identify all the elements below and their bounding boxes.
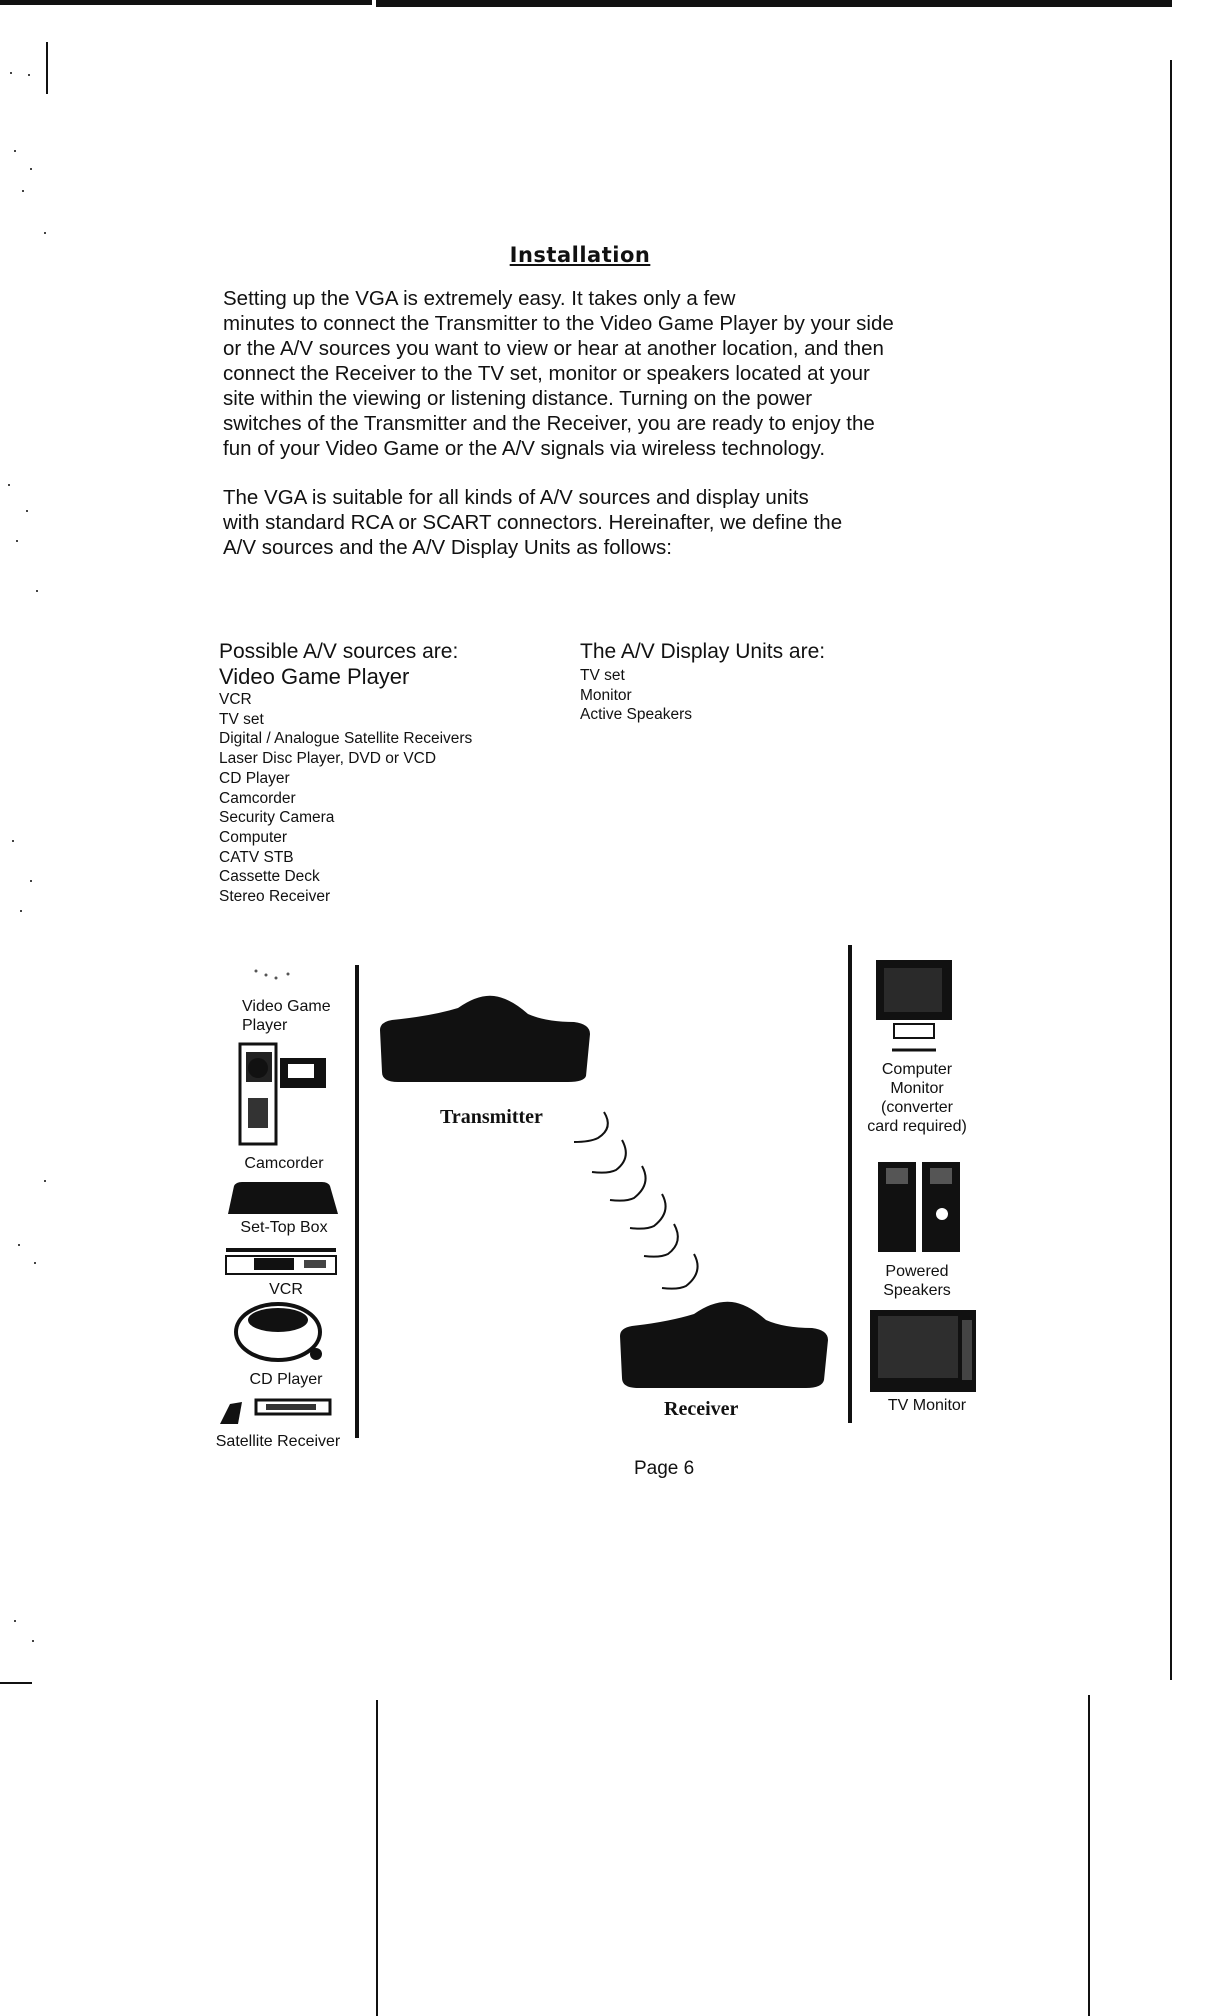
source-item: Digital / Analogue Satellite Receivers	[219, 730, 473, 748]
intro-paragraph	[223, 286, 1013, 461]
source-item: Cassette Deck	[219, 868, 320, 886]
displays-list	[580, 640, 825, 725]
source-item: CATV STB	[219, 848, 294, 866]
camcorder-icon	[236, 1038, 332, 1148]
left-divider	[355, 965, 359, 1438]
source-item: Computer	[219, 828, 288, 846]
page-number: Page 6	[634, 1458, 695, 1479]
source-item: Camcorder	[219, 789, 296, 807]
label-vcr: VCR	[269, 1281, 303, 1298]
powered-speakers-icon	[876, 1160, 962, 1254]
signal-waves-icon	[564, 1100, 714, 1300]
computer-monitor-icon	[874, 958, 954, 1058]
satellite-receiver-icon	[216, 1394, 336, 1428]
receiver-icon	[618, 1300, 830, 1390]
label-powered-speakers: Powered Speakers	[883, 1263, 951, 1299]
display-item: Active Speakers	[580, 706, 692, 724]
cd-player-icon	[230, 1294, 330, 1364]
source-item: Stereo Receiver	[219, 888, 331, 906]
top-border-left	[0, 0, 372, 5]
source-item: VCR	[219, 691, 252, 708]
label-set-top-box: Set-Top Box	[240, 1219, 328, 1236]
transmitter-icon	[378, 994, 592, 1084]
transmitter-label: Transmitter	[440, 1106, 543, 1128]
set-top-box-icon	[222, 1180, 340, 1216]
tv-monitor-icon	[868, 1308, 978, 1396]
label-computer-monitor: Computer Monitor (converter card required)	[867, 1061, 967, 1135]
intro-line: connect the Receiver to the TV set, monitor or speakers located at your	[223, 362, 870, 385]
intro-line: or the A/V sources you want to view or hear at another location, and then	[223, 337, 884, 360]
intro-line: minutes to connect the Transmitter to the Video Game Player by your side	[223, 312, 894, 335]
suitability-line: with standard RCA or SCART connectors. Hereinafter, we define the	[223, 511, 843, 534]
display-item: Monitor	[580, 686, 632, 704]
label-cd-player: CD Player	[249, 1371, 323, 1388]
sources-list	[219, 640, 472, 907]
displays-heading: The A/V Display Units are:	[580, 640, 826, 663]
suitability-paragraph	[223, 485, 1013, 560]
game-player-icon	[248, 965, 298, 989]
intro-line: switches of the Transmitter and the Receiver, you are ready to enjoy the	[223, 412, 875, 435]
label-tv-monitor: TV Monitor	[887, 1397, 967, 1414]
suitability-line: The VGA is suitable for all kinds of A/V sources and display units	[223, 486, 809, 509]
intro-line: fun of your Video Game or the A/V signals via wireless technology.	[223, 437, 826, 460]
right-margin-line	[1170, 60, 1172, 1680]
right-divider	[848, 945, 852, 1423]
source-item: Laser Disc Player, DVD or VCD	[219, 750, 437, 768]
intro-line: site within the viewing or listening distance. Turning on the power	[223, 387, 813, 410]
lower-rule-left	[376, 1700, 378, 2016]
label-satellite-receiver: Satellite Receiver	[215, 1433, 341, 1450]
source-item: TV set	[219, 710, 264, 728]
page-title: Installation	[509, 243, 651, 267]
sources-first-item: Video Game Player	[219, 664, 410, 689]
source-item: Security Camera	[219, 809, 335, 827]
source-item: CD Player	[219, 769, 290, 787]
vcr-icon	[224, 1246, 338, 1278]
label-video-game: Video Game Player	[242, 998, 331, 1034]
intro-line: Setting up the VGA is extremely easy. It takes only a few	[223, 287, 736, 310]
label-camcorder: Camcorder	[244, 1155, 324, 1172]
suitability-line: A/V sources and the A/V Display Units as follows:	[223, 536, 672, 559]
sources-heading: Possible A/V sources are:	[219, 640, 459, 663]
left-margin-tick	[46, 42, 48, 94]
left-bottom-dash	[0, 1682, 32, 1684]
display-item: TV set	[580, 667, 625, 684]
lower-rule-right	[1088, 1695, 1090, 2016]
receiver-label: Receiver	[664, 1398, 739, 1420]
top-border-right	[376, 0, 1172, 7]
